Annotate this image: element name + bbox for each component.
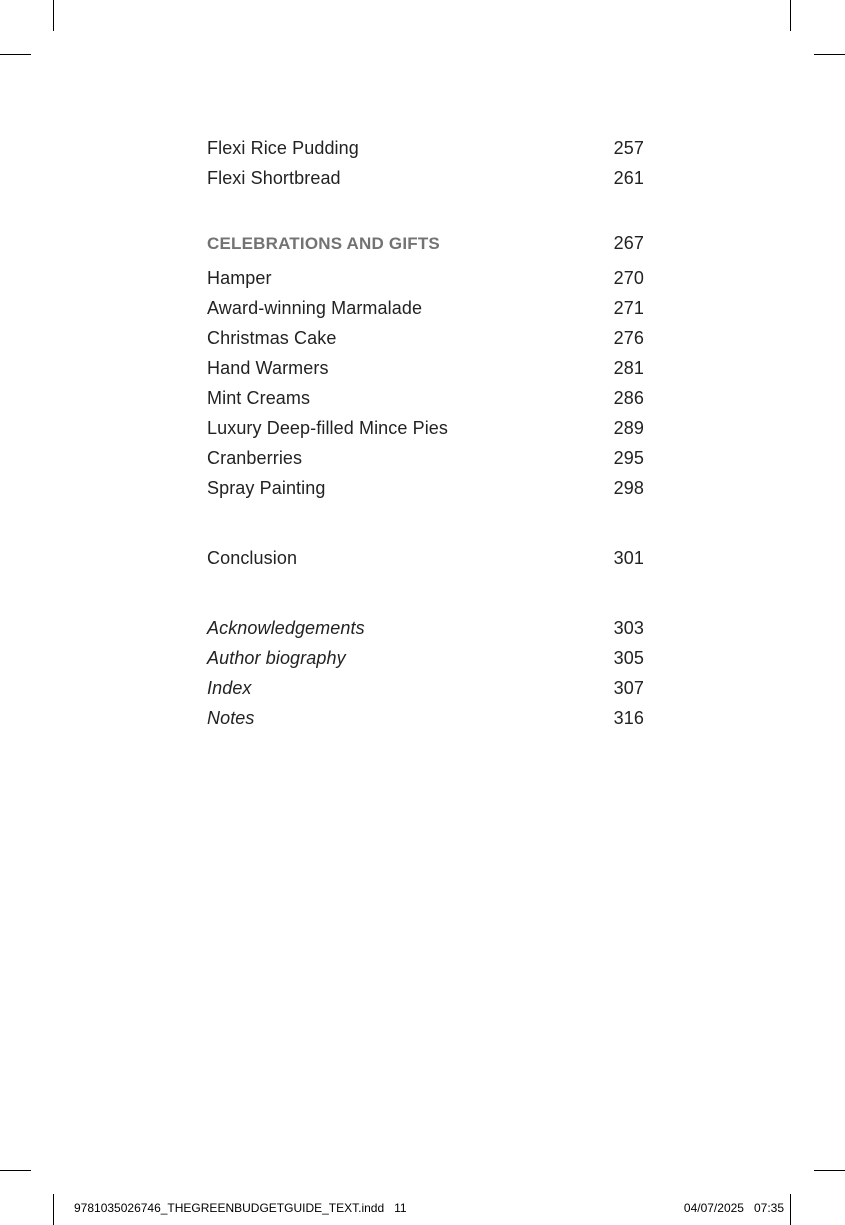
crop-mark-left-top [0, 54, 31, 55]
slug-datetime: 04/07/2025 07:35 [683, 1201, 784, 1215]
slug-filename: 9781035026746_THEGREENBUDGETGUIDE_TEXT.indd 11 [74, 1201, 407, 1215]
toc-entry-page: 289 [613, 418, 644, 438]
toc-entry-page: 281 [613, 358, 644, 378]
crop-mark-right-bottom [814, 1170, 845, 1171]
toc-entry-title: Conclusion [207, 548, 298, 568]
toc-entry-page: 298 [613, 478, 644, 498]
toc-entry-page: 307 [613, 678, 644, 698]
toc-entry-title: Hamper [207, 268, 272, 288]
toc-entry-page: 261 [613, 168, 644, 188]
crop-mark-top-left [53, 0, 54, 31]
toc-entry-title: Christmas Cake [207, 328, 337, 348]
crop-mark-left-bottom [0, 1170, 31, 1171]
toc-entry-page: 276 [613, 328, 644, 348]
toc-entry-title: Award-winning Marmalade [207, 298, 423, 318]
toc-entry-title: Mint Creams [207, 388, 311, 408]
toc-entry-title: Author biography [207, 648, 346, 668]
toc-entry-page: 305 [613, 648, 644, 668]
toc-entry-title: Index [207, 678, 252, 698]
toc-entry-title: Acknowledgements [207, 618, 365, 638]
toc-entry [207, 138, 644, 164]
toc-entry [207, 388, 644, 414]
toc-entry [207, 298, 644, 324]
toc-entry-page: 316 [613, 708, 644, 728]
toc-entry-page: 295 [613, 448, 644, 468]
toc-entry-page: 267 [613, 233, 644, 253]
toc-entry [207, 448, 644, 474]
toc-entry-title: Notes [207, 708, 255, 728]
toc-entry [207, 708, 644, 734]
toc-entry [207, 618, 644, 644]
toc-entry-page: 270 [613, 268, 644, 288]
toc-entry [207, 548, 644, 574]
toc-entry [207, 478, 644, 504]
toc-entry-page: 286 [613, 388, 644, 408]
toc-entry [207, 678, 644, 704]
crop-mark-bottom-left [53, 1194, 54, 1225]
toc-heading-title: CELEBRATIONS AND GIFTS [207, 234, 440, 253]
crop-mark-right-top [814, 54, 845, 55]
toc-entry [207, 648, 644, 674]
toc-entry-page: 301 [613, 548, 644, 568]
toc-section-heading [207, 233, 644, 259]
toc-entry-title: Hand Warmers [207, 358, 329, 378]
toc-entry-title: Spray Painting [207, 478, 326, 498]
toc-entry [207, 358, 644, 384]
toc-entry-title: Luxury Deep-filled Mince Pies [207, 418, 449, 438]
toc-entry-title: Cranberries [207, 448, 303, 468]
crop-mark-top-right [790, 0, 791, 31]
toc-entry [207, 328, 644, 354]
toc-entry [207, 268, 644, 294]
crop-mark-bottom-right [790, 1194, 791, 1225]
toc-entry-page: 271 [613, 298, 644, 318]
toc-entry-page: 257 [613, 138, 644, 158]
toc-entry-title: Flexi Shortbread [207, 168, 341, 188]
toc-entry [207, 168, 644, 194]
toc-entry-title: Flexi Rice Pudding [207, 138, 359, 158]
toc-entry [207, 418, 644, 444]
toc-entry-page: 303 [613, 618, 644, 638]
